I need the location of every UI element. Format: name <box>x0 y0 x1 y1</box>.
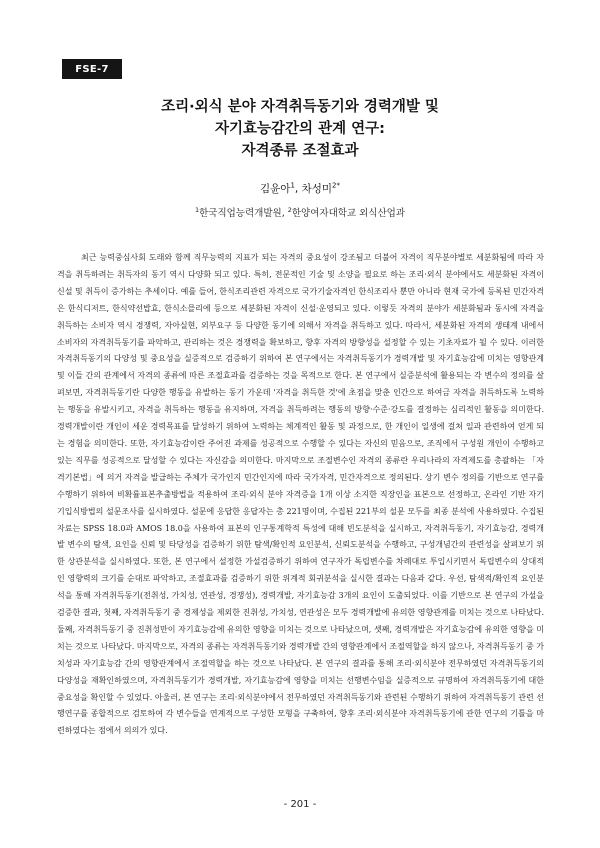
author-separator: , <box>294 183 302 195</box>
affiliation-list <box>0 205 600 219</box>
author-superscript: 1 <box>290 181 295 190</box>
title-line-1: 조리·외식 분야 자격취득동기와 경력개발 및 <box>161 99 439 115</box>
paper-code-badge: FSE-7 <box>62 59 122 79</box>
affiliation-superscript: 1 <box>194 205 200 214</box>
author-name: 차성미 <box>301 183 333 195</box>
page-number: - 201 - <box>283 799 317 810</box>
abstract <box>57 250 544 740</box>
abstract-paragraph: 최근 능력중심사회 도래와 함께 직무능력의 지표가 되는 자격의 중요성이 강조됨고 더불어 자격이 직무분야별로 세분화됨에 따라 자격을 취득하려는 취득자의 동기 역시 다양화 되고 있다. 특히, 전문적인 기술 및 소양을 필요로 하는 조리·외식 분야에서도 세분화된 자격이 신설 및 취득이 증가하는 추세이다. 예를 들어, 한식조리관련 자격으로 국가기술자격인 한식조리사 뿐만 아니라 현재 국가에 등록된 민간자격은 한식디저트, 한식약선밥효, 한식소믈리에 등으로 세분화된 자격이 신설·운영되고 있다. 이렇듯 자격의 분야가 세분화됨과 동시에 자격을 취득하는 소비자 역시 경쟁력, 자아실현, 외부요구 등 다양한 동기에 의해서 자격을 취득하고 있다. 따라서, 세분화된 자격의 생태계 내에서 소비자의 자격취득동기를 파악하고, 관리하는 것은 경쟁력을 확보하고, 향후 자격의 방향성을 설정할 수 있는 기초자료가 될 수 있다. 이러한 자격취득동기의 다양성 및 중요성을 실증적으로 검증하기 위하여 본 연구에서는 자격취득동기가 경력개발 및 자기효능감에 미치는 영향관계 및 이들 간의 관계에서 자격의 종류에 따른 조절효과를 검증하는 것을 목적으로 한다. 본 연구에서 실증분석에 활용되는 각 변수의 정의를 살펴보면, 자격취득동기란 다양한 행동을 유발하는 동기 가운데 '자격을 취득한 것'에 초점을 맞춘 인간으로 하여금 자격을 취득하도록 노력하는 행동을 유발시키고, 자격을 취득하는 행동을 유지하며, 자격을 취득하려는 행동의 방향·수준·강도를 결정하는 심리적인 활동을 의미한다. 경력개발이란 개인이 세운 경력목표를 달성하기 위하여 노력하는 체계적인 활동 및 과정으로, 한 개인이 일생에 걸쳐 일과 관련하여 얻게 되는 경험을 의미한다. 또한, 자기효능감이란 주어진 과제를 성공적으로 수행할 수 있다는 자신의 믿음으로, 조직에서 구성원 개인이 수행하고 있는 직무를 성공적으로 달성할 수 있다는 자신감을 의미한다. 마지막으로 조절변수인 자격의 종류란 우리나라의 자격제도를 총괄하는 「자격기본법」에 의거 자격을 발급하는 주체가 국가인지 민간인지에 따라 국가자격, 민간자격으로 정의된다. 상기 변수 정의를 기반으로 연구를 수행하기 위하여 비확률표본추출방법을 적용하여 조리·외식 분야 자격증을 1개 이상 소지한 직장인을 표본으로 선정하고, 온라인 기반 자기기입식방법의 설문조사를 실시하였다. 설문에 응답한 응답자는 총 221명이며, 수집된 221부의 설문 모두를 최종 분석에 사용하였다. 수집된 자료는 SPSS 18.0과 AMOS 18.0을 사용하여 표본의 인구통계학적 특성에 대해 빈도분석을 실시하고, 자격취득동기, 자기효능감, 경력개발 변수의 탐색, 요인을 신뢰 및 타당성을 검증하기 위한 탐색/확인적 요인분석, 신뢰도분석을 수행하고, 구성개념간의 관련성을 살펴보기 위한 상관분석을 실시하였다. 또한, 본 연구에서 설정한 가설검증하기 위하여 연구자가 독립변수를 차례대로 투입시키면서 독립변수의 상대적인 영향력의 크기를 순대로 파악하고, 조절효과를 검증하기 위한 위계적 회귀분석을 실시한 결과는 다음과 같다. 우선, 탐색적/확인적 요인분석을 통해 자격취득동기(전취성, 가치성, 연관성, 경쟁성), 경력개발, 자기효능감 3개의 요인이 도출되었다. 이를 기반으로 본 연구의 가설을 검증한 결과, 첫째, 자격취득동기 중 경제성을 제외한 진취성, 가치성, 연관성은 모두 경력개발에 유의한 영향관계를 미치는 것으로 나타났다. 둘째, 자격취득동기 중 진취성만이 자기효능감에 유의한 영향을 미치는 것으로 나타났으며, 셋째, 경력개발은 자기효능감에 유의한 영향을 미치는 것으로 나타났다. 마지막으로, 자격의 종류는 자격취득동기와 경력개발 간의 영향관계에서 조절역할을 하지 않으나, 자격취득동기 중 가치성과 자기효능감 간의 영향관계에서 조절역할을 하는 것으로 나타났다. 본 연구의 결과를 통해 조리·외식분야 전무하였던 자격취득동기의 다양성을 재확인하였으며, 자격취득동기가 경력개발, 자기효능감에 영향을 미치는 선행변수임을 실증적으로 규명하여 자격취득동기에 대한 중요성을 확인할 수 있었다. 아울러, 본 연구는 조리·외식분야에서 전무하였던 자격취득동기와 관련된 수행하기 위하여 자격취득동기 관련 선행연구를 종합적으로 검토하여 각 변수들을 연계적으로 구성한 모형을 구축하여, 향후 조리·외식분야 자격취득동기에 관한 연구의 기틀을 마련하였다는 점에서 의의가 있다. <box>57 253 544 736</box>
title-line-3: 자격종류 조절효과 <box>241 143 359 159</box>
affiliation-superscript: 2 <box>287 205 292 214</box>
affiliation-name: 한국직업능력개발원 <box>199 208 282 219</box>
author-list <box>0 181 600 196</box>
paper-title <box>0 96 600 162</box>
title-line-2: 자기효능감간의 관계 연구: <box>215 121 385 137</box>
affiliation-name: 한양여자대학교 외식산업과 <box>291 208 406 219</box>
author-superscript: 2* <box>332 181 340 190</box>
affiliation-separator: , <box>281 208 288 219</box>
author-name: 김윤아 <box>260 183 291 195</box>
